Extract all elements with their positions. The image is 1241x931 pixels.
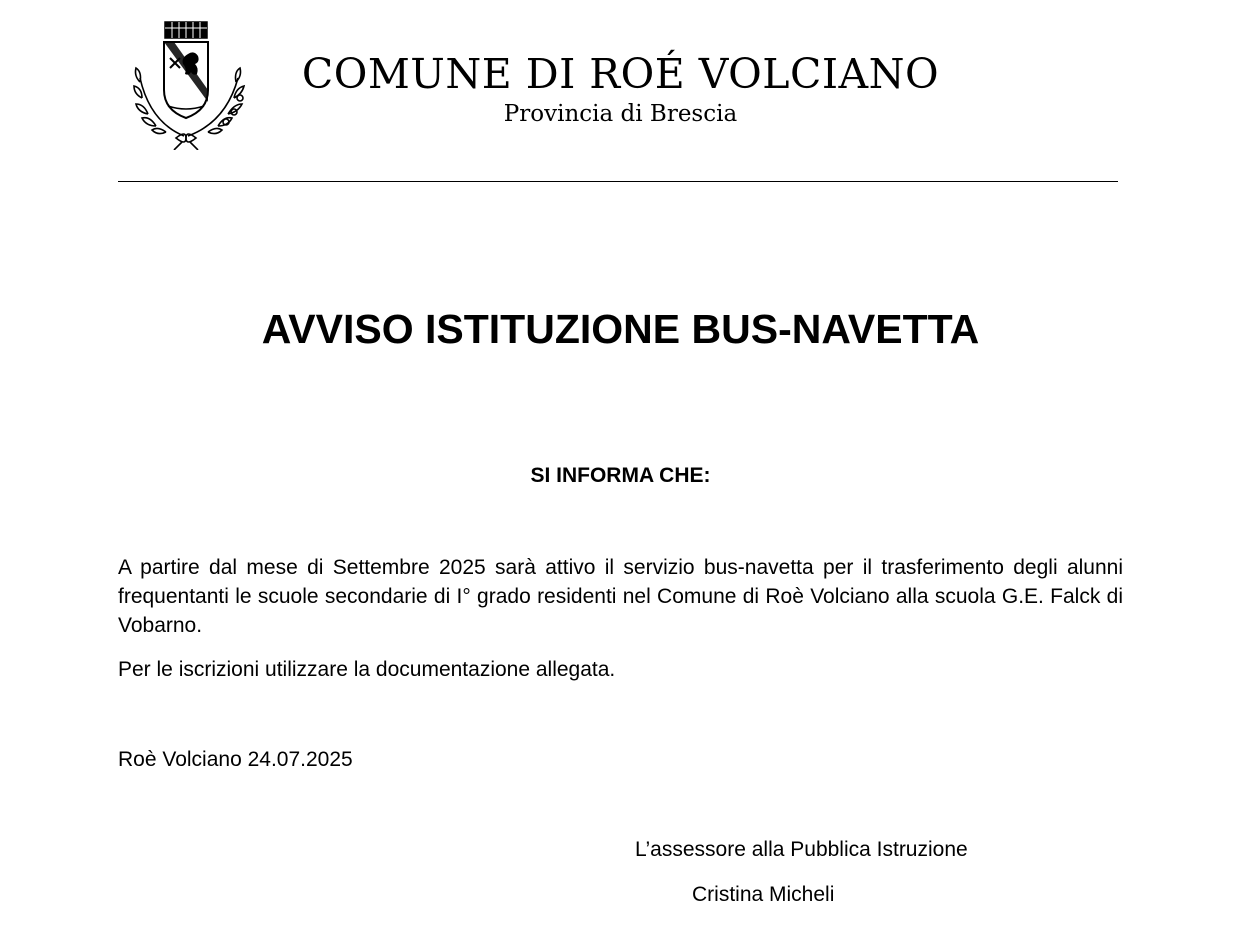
municipality-title: COMUNE DI ROÉ VOLCIANO bbox=[301, 50, 940, 98]
province-subtitle: Provincia di Brescia bbox=[503, 101, 738, 127]
notice-paragraph-enrollment: Per le iscrizioni utilizzare la documentazione allegata. bbox=[118, 658, 616, 681]
place-and-date: Roè Volciano 24.07.2025 bbox=[118, 748, 353, 771]
signer-name: Cristina Micheli bbox=[692, 883, 835, 906]
signer-role: L’assessore alla Pubblica Istruzione bbox=[635, 838, 968, 861]
header-divider bbox=[118, 181, 1118, 182]
notice-paragraph-service: A partire dal mese di Settembre 2025 sarà attivo il servizio bus-navetta per il trasferimento degli alunni frequentanti le scuole secondarie di I° grado residenti nel Comune di Roè Volciano alla scuola G.E. Falck di Vobarno. bbox=[118, 556, 1123, 637]
notice-title: AVVISO ISTITUZIONE BUS-NAVETTA bbox=[261, 306, 980, 352]
notice-intro: SI INFORMA CHE: bbox=[530, 464, 711, 487]
